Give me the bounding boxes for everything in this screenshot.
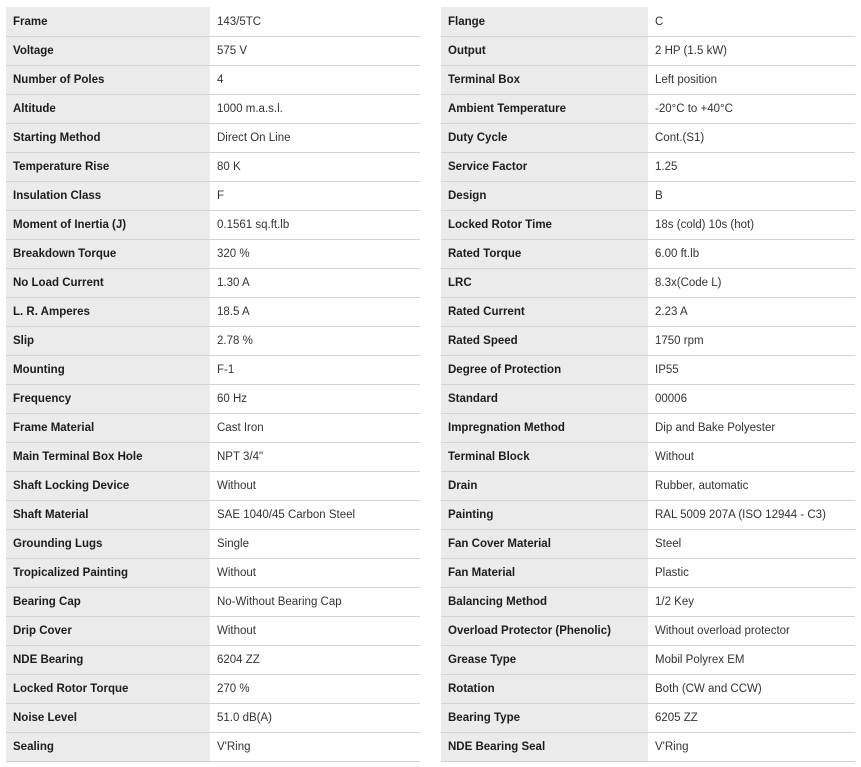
spec-value: 8.3x(Code L) xyxy=(648,269,855,298)
spec-label: Main Terminal Box Hole xyxy=(6,443,210,472)
spec-label: L. R. Amperes xyxy=(6,298,210,327)
spec-label: Grease Type xyxy=(441,646,648,675)
spec-label: Rated Torque xyxy=(441,240,648,269)
spec-label: Slip xyxy=(6,327,210,356)
spec-row-lrc xyxy=(441,269,855,298)
spec-value: Without xyxy=(210,559,420,588)
spec-label: Sealing xyxy=(6,733,210,762)
spec-value: 4 xyxy=(210,66,420,95)
spec-value: 575 V xyxy=(210,37,420,66)
spec-label: Output xyxy=(441,37,648,66)
spec-row-mounting xyxy=(6,356,420,385)
spec-value: 270 % xyxy=(210,675,420,704)
spec-value: 00006 xyxy=(648,385,855,414)
spec-label: Ambient Temperature xyxy=(441,95,648,124)
spec-label: Impregnation Method xyxy=(441,414,648,443)
spec-value: 6204 ZZ xyxy=(210,646,420,675)
spec-row-bearing-cap xyxy=(6,588,420,617)
spec-row-shaft-material xyxy=(6,501,420,530)
spec-label: Painting xyxy=(441,501,648,530)
spec-row-shaft-locking-device xyxy=(6,472,420,501)
spec-row-moment-of-inertia-j xyxy=(6,211,420,240)
spec-value: Cast Iron xyxy=(210,414,420,443)
spec-row-impregnation-method xyxy=(441,414,855,443)
spec-label: Locked Rotor Time xyxy=(441,211,648,240)
spec-row-drip-cover xyxy=(6,617,420,646)
spec-label: Flange xyxy=(441,7,648,37)
spec-value: 6205 ZZ xyxy=(648,704,855,733)
spec-row-tropicalized-painting xyxy=(6,559,420,588)
spec-value: -20°C to +40°C xyxy=(648,95,855,124)
spec-row-insulation-class xyxy=(6,182,420,211)
spec-row-balancing-method xyxy=(441,588,855,617)
spec-value: 6.00 ft.lb xyxy=(648,240,855,269)
spec-label: NDE Bearing Seal xyxy=(441,733,648,762)
spec-row-rated-speed xyxy=(441,327,855,356)
spec-label: No Load Current xyxy=(6,269,210,298)
spec-value: 2 HP (1.5 kW) xyxy=(648,37,855,66)
spec-value: Without xyxy=(210,472,420,501)
spec-row-nde-bearing xyxy=(6,646,420,675)
spec-row-l-r-amperes xyxy=(6,298,420,327)
spec-value: 2.78 % xyxy=(210,327,420,356)
spec-value: 1000 m.a.s.l. xyxy=(210,95,420,124)
spec-value: 320 % xyxy=(210,240,420,269)
spec-label: Service Factor xyxy=(441,153,648,182)
spec-row-number-of-poles xyxy=(6,66,420,95)
spec-label: Number of Poles xyxy=(6,66,210,95)
spec-value: 2.23 A xyxy=(648,298,855,327)
spec-row-ambient-temperature xyxy=(441,95,855,124)
spec-label: Shaft Material xyxy=(6,501,210,530)
spec-label: Rated Current xyxy=(441,298,648,327)
spec-row-standard xyxy=(441,385,855,414)
spec-value: Cont.(S1) xyxy=(648,124,855,153)
spec-value: 0.1561 sq.ft.lb xyxy=(210,211,420,240)
spec-row-fan-cover-material xyxy=(441,530,855,559)
spec-label: Rated Speed xyxy=(441,327,648,356)
spec-label: Balancing Method xyxy=(441,588,648,617)
spec-label: Insulation Class xyxy=(6,182,210,211)
spec-label: Temperature Rise xyxy=(6,153,210,182)
spec-row-degree-of-protection xyxy=(441,356,855,385)
spec-label: Bearing Type xyxy=(441,704,648,733)
spec-label: Noise Level xyxy=(6,704,210,733)
spec-value: 1/2 Key xyxy=(648,588,855,617)
spec-value: RAL 5009 207A (ISO 12944 - C3) xyxy=(648,501,855,530)
spec-row-service-factor xyxy=(441,153,855,182)
spec-table-left xyxy=(6,7,420,762)
spec-label: Overload Protector (Phenolic) xyxy=(441,617,648,646)
spec-label: Degree of Protection xyxy=(441,356,648,385)
spec-label: Starting Method xyxy=(6,124,210,153)
spec-row-temperature-rise xyxy=(6,153,420,182)
spec-row-main-terminal-box-hole xyxy=(6,443,420,472)
spec-row-rated-torque xyxy=(441,240,855,269)
spec-row-frequency xyxy=(6,385,420,414)
spec-row-terminal-box xyxy=(441,66,855,95)
spec-value: Mobil Polyrex EM xyxy=(648,646,855,675)
spec-label: Rotation xyxy=(441,675,648,704)
spec-row-painting xyxy=(441,501,855,530)
spec-label: LRC xyxy=(441,269,648,298)
spec-label: Standard xyxy=(441,385,648,414)
spec-value: No-Without Bearing Cap xyxy=(210,588,420,617)
spec-value: Plastic xyxy=(648,559,855,588)
spec-value: Rubber, automatic xyxy=(648,472,855,501)
spec-value: 1.25 xyxy=(648,153,855,182)
spec-value: V'Ring xyxy=(648,733,855,762)
spec-value: 80 K xyxy=(210,153,420,182)
spec-row-locked-rotor-time xyxy=(441,211,855,240)
spec-row-breakdown-torque xyxy=(6,240,420,269)
spec-row-noise-level xyxy=(6,704,420,733)
spec-label: Mounting xyxy=(6,356,210,385)
spec-value: NPT 3/4" xyxy=(210,443,420,472)
spec-row-rotation xyxy=(441,675,855,704)
spec-value: V'Ring xyxy=(210,733,420,762)
spec-row-nde-bearing-seal xyxy=(441,733,855,762)
spec-label: Frequency xyxy=(6,385,210,414)
spec-value: SAE 1040/45 Carbon Steel xyxy=(210,501,420,530)
spec-row-overload-protector-phenolic xyxy=(441,617,855,646)
spec-value: Without xyxy=(648,443,855,472)
spec-row-grounding-lugs xyxy=(6,530,420,559)
spec-value: 1750 rpm xyxy=(648,327,855,356)
spec-row-starting-method xyxy=(6,124,420,153)
spec-value: IP55 xyxy=(648,356,855,385)
spec-row-grease-type xyxy=(441,646,855,675)
spec-label: Fan Cover Material xyxy=(441,530,648,559)
spec-row-slip xyxy=(6,327,420,356)
spec-label: Breakdown Torque xyxy=(6,240,210,269)
spec-label: Drain xyxy=(441,472,648,501)
spec-value: 18.5 A xyxy=(210,298,420,327)
spec-table-right xyxy=(441,7,855,762)
spec-label: Terminal Block xyxy=(441,443,648,472)
spec-row-rated-current xyxy=(441,298,855,327)
spec-row-frame-material xyxy=(6,414,420,443)
spec-row-output xyxy=(441,37,855,66)
spec-value: Without overload protector xyxy=(648,617,855,646)
spec-label: Locked Rotor Torque xyxy=(6,675,210,704)
spec-value: F-1 xyxy=(210,356,420,385)
spec-value: B xyxy=(648,182,855,211)
spec-label: Altitude xyxy=(6,95,210,124)
spec-label: Fan Material xyxy=(441,559,648,588)
spec-value: 1.30 A xyxy=(210,269,420,298)
spec-value: Both (CW and CCW) xyxy=(648,675,855,704)
spec-label: Tropicalized Painting xyxy=(6,559,210,588)
spec-value: 60 Hz xyxy=(210,385,420,414)
spec-label: Design xyxy=(441,182,648,211)
spec-row-flange xyxy=(441,7,855,37)
spec-value: 18s (cold) 10s (hot) xyxy=(648,211,855,240)
spec-label: Terminal Box xyxy=(441,66,648,95)
spec-value: Direct On Line xyxy=(210,124,420,153)
spec-row-fan-material xyxy=(441,559,855,588)
spec-row-terminal-block xyxy=(441,443,855,472)
spec-value: Left position xyxy=(648,66,855,95)
spec-row-frame xyxy=(6,7,420,37)
spec-value: Dip and Bake Polyester xyxy=(648,414,855,443)
spec-value: Single xyxy=(210,530,420,559)
spec-label: Frame Material xyxy=(6,414,210,443)
spec-row-bearing-type xyxy=(441,704,855,733)
spec-row-design xyxy=(441,182,855,211)
spec-label: Shaft Locking Device xyxy=(6,472,210,501)
spec-value: F xyxy=(210,182,420,211)
spec-row-drain xyxy=(441,472,855,501)
spec-value: Without xyxy=(210,617,420,646)
spec-label: Voltage xyxy=(6,37,210,66)
spec-label: Frame xyxy=(6,7,210,37)
spec-value: Steel xyxy=(648,530,855,559)
spec-label: Moment of Inertia (J) xyxy=(6,211,210,240)
spec-label: Grounding Lugs xyxy=(6,530,210,559)
spec-row-duty-cycle xyxy=(441,124,855,153)
spec-row-locked-rotor-torque xyxy=(6,675,420,704)
spec-label: Drip Cover xyxy=(6,617,210,646)
spec-row-no-load-current xyxy=(6,269,420,298)
spec-row-altitude xyxy=(6,95,420,124)
spec-label: NDE Bearing xyxy=(6,646,210,675)
spec-row-sealing xyxy=(6,733,420,762)
spec-label: Duty Cycle xyxy=(441,124,648,153)
spec-value: 143/5TC xyxy=(210,7,420,37)
spec-value: 51.0 dB(A) xyxy=(210,704,420,733)
spec-label: Bearing Cap xyxy=(6,588,210,617)
spec-row-voltage xyxy=(6,37,420,66)
spec-value: C xyxy=(648,7,855,37)
